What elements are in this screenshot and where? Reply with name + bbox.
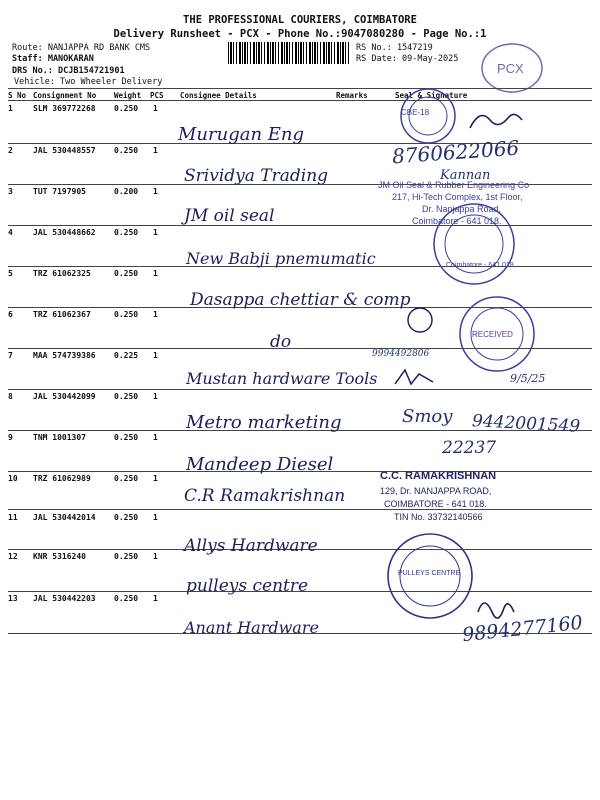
row-pcs: 1 <box>153 474 158 483</box>
stamp-line: COIMBATORE - 641 018. <box>384 499 487 509</box>
consignee-handwritten: JM oil seal <box>184 206 275 226</box>
consignee-handwritten: New Babji pnemumatic <box>186 249 376 268</box>
row-weight: 0.250 <box>114 552 139 561</box>
pcx-stamp-text: PCX <box>497 61 524 76</box>
signature-phone: 9442001549 <box>471 411 581 437</box>
row-pcs: 1 <box>153 552 158 561</box>
consignee-handwritten: Mandeep Diesel <box>186 454 334 475</box>
row-sno: 11 <box>8 513 18 522</box>
route-label: Route: NANJAPPA RD BANK CMS <box>12 43 151 53</box>
row-pcs: 1 <box>153 269 158 278</box>
stamp-line: TIN No. 33732140566 <box>394 512 483 522</box>
signature-date: 9/5/25 <box>510 372 546 385</box>
consignee-handwritten: Mustan hardware Tools <box>186 369 378 388</box>
row-consignment: MAA 574739386 <box>33 351 96 360</box>
consignee-handwritten: Anant Hardware <box>184 618 319 637</box>
consignee-handwritten: C.R Ramakrishnan <box>184 486 346 506</box>
consignee-handwritten: pulleys centre <box>186 576 309 596</box>
stamp-line: Coimbatore - 641 018. <box>412 216 502 226</box>
row-consignment: JAL 530448557 <box>33 146 96 155</box>
row-consignment: TRZ 61062325 <box>33 269 91 278</box>
row-sno: 4 <box>8 228 13 237</box>
barcode <box>228 42 350 64</box>
col-pcs: PCS <box>150 91 164 100</box>
row-sno: 2 <box>8 146 13 155</box>
row-pcs: 1 <box>153 104 158 113</box>
stamp-label: CBE-18 <box>401 108 430 117</box>
col-remarks: Remarks <box>336 91 368 100</box>
rs-date: RS Date: 09-May-2025 <box>356 54 459 64</box>
row-consignment: JAL 530442203 <box>33 594 96 603</box>
col-consignment: Consignment No <box>33 91 97 100</box>
row-consignment: TRZ 61062367 <box>33 310 91 319</box>
signature-name: Smoy <box>402 406 453 427</box>
vehicle-label: Vehicle: Two Wheeler Delivery <box>14 77 163 87</box>
row-weight: 0.250 <box>114 474 139 483</box>
row-consignment: JAL 530448662 <box>33 228 96 237</box>
signature-phone: 9994492806 <box>372 349 430 359</box>
consignee-handwritten: Srividya Trading <box>184 166 329 186</box>
row-sno: 3 <box>8 187 13 196</box>
consignee-handwritten: Murugan Eng <box>178 124 305 145</box>
header-bottom-rule <box>8 100 592 101</box>
row-sno: 7 <box>8 351 13 360</box>
stamp-label: PULLEYS CENTRE <box>398 570 461 577</box>
stamp-line: Dr. Nanjappa Road, <box>422 204 502 214</box>
row-pcs: 1 <box>153 392 158 401</box>
row-weight: 0.250 <box>114 269 139 278</box>
row-weight: 0.250 <box>114 310 139 319</box>
row-pcs: 1 <box>153 594 158 603</box>
header-top-rule <box>8 88 592 89</box>
row-sno: 10 <box>8 474 18 483</box>
staff-label: Staff: MANOKARAN <box>12 54 94 64</box>
row-pcs: 1 <box>153 187 158 196</box>
row-consignment: SLM 369772268 <box>33 104 96 113</box>
row-weight: 0.250 <box>114 104 139 113</box>
row-sno: 1 <box>8 104 13 113</box>
row-weight: 0.250 <box>114 228 139 237</box>
consignee-handwritten: do <box>270 332 292 352</box>
row-pcs: 1 <box>153 433 158 442</box>
row-weight: 0.225 <box>114 351 139 360</box>
row-weight: 0.250 <box>114 146 139 155</box>
signature-phone: 8760622066 <box>391 135 520 169</box>
row-pcs: 1 <box>153 228 158 237</box>
row-weight: 0.250 <box>114 594 139 603</box>
col-weight: Weight <box>114 91 142 100</box>
row-pcs: 1 <box>153 351 158 360</box>
row-divider <box>8 509 592 510</box>
col-consignee: Consignee Details <box>180 91 257 100</box>
signature-phone: 9894277160 <box>461 611 584 647</box>
row-sno: 8 <box>8 392 13 401</box>
rs-number: RS No.: 1547219 <box>356 43 433 53</box>
row-weight: 0.250 <box>114 392 139 401</box>
row-consignment: KNR 5316240 <box>33 552 86 561</box>
stamp-line: 129, Dr. NANJAPPA ROAD, <box>380 486 492 496</box>
stamp-line: 217, Hi-Tech Complex, 1st Floor, <box>392 192 523 202</box>
col-seal: Seal & Signature <box>395 91 468 100</box>
row-sno: 12 <box>8 552 18 561</box>
table-row <box>0 308 600 349</box>
row-consignment: TNM 1001307 <box>33 433 86 442</box>
row-consignment: TRZ 61062989 <box>33 474 91 483</box>
signature-name: Kannan <box>440 168 491 183</box>
consignee-handwritten: Metro marketing <box>186 412 342 433</box>
drs-label: DRS No.: DCJB154721901 <box>12 66 125 76</box>
signature-number: 22237 <box>442 438 497 458</box>
consignee-handwritten: Allys Hardware <box>184 536 318 556</box>
row-sno: 6 <box>8 310 13 319</box>
row-weight: 0.200 <box>114 187 139 196</box>
row-sno: 13 <box>8 594 18 603</box>
row-consignment: TUT 7197905 <box>33 187 86 196</box>
row-pcs: 1 <box>153 513 158 522</box>
col-sno: S No <box>8 91 27 100</box>
row-weight: 0.250 <box>114 433 139 442</box>
runsheet-title: Delivery Runsheet - PCX - Phone No.:9047080280 - Page No.:1 <box>113 28 487 40</box>
row-weight: 0.250 <box>114 513 139 522</box>
row-pcs: 1 <box>153 310 158 319</box>
stamp-name: C.C. RAMAKRISHNAN <box>380 470 497 482</box>
stamp-label: Coimbatore - 641 018 <box>446 262 514 269</box>
consignee-handwritten: Dasappa chettiar & comp <box>190 290 411 310</box>
company-title: THE PROFESSIONAL COURIERS, COIMBATORE <box>183 14 417 26</box>
stamp-line: JM Oil Seal & Rubber Engineering Co <box>378 180 530 190</box>
row-pcs: 1 <box>153 146 158 155</box>
row-consignment: JAL 530442099 <box>33 392 96 401</box>
row-consignment: JAL 530442014 <box>33 513 96 522</box>
row-sno: 9 <box>8 433 13 442</box>
stamp-label: RECEIVED <box>472 330 513 339</box>
row-sno: 5 <box>8 269 13 278</box>
